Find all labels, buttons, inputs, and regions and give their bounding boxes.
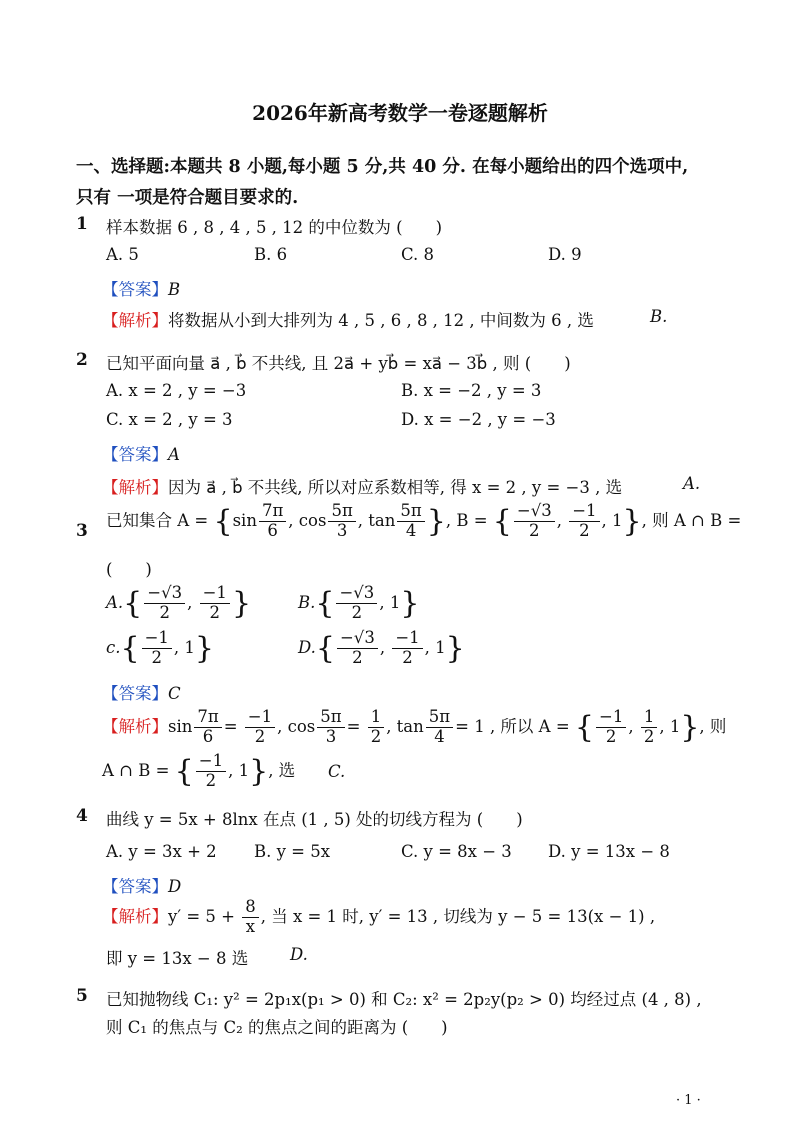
q4-answer-line <box>102 873 181 897</box>
q2-answer: A <box>168 445 180 464</box>
q3-analysis-choice: C. <box>328 762 346 781</box>
q2-option-a: A. x = 2 , y = −3 <box>106 381 247 400</box>
q3-analysis-line1: 【解析】sin $\frac{7\pi}{6}$ = $\frac{-1}{2}$ , cos $\frac{5\pi}{3}$ = $\frac{1}{2}$ , tan $\frac{5\pi}{4}$ = 1 , 所以 A = { $\frac{-1}{2}$ , $\frac{1}{2}$ , 1}, 则 <box>102 707 727 746</box>
q3-answer: C <box>168 684 181 703</box>
answer-label: 【答案】 <box>102 280 168 299</box>
q3-option-a: A.{ $\frac{-√3}{2}$ , $\frac{-1}{2}$ } <box>106 583 252 622</box>
q4-number: 4 <box>76 806 88 826</box>
q4-analysis-choice: D. <box>290 945 308 964</box>
q2-analysis: 因为 a⃗ , b⃗ 不共线, 所以对应系数相等, 得 x = 2 , y = −3 , 选 <box>168 478 623 497</box>
q1-option-c: C. 8 <box>401 245 435 264</box>
q4-answer: D <box>168 877 182 896</box>
q3-analysis-line2: A ∩ B = { $\frac{-1}{2}$ , 1}, 选 <box>102 751 296 790</box>
q1-option-d: D. 9 <box>548 245 582 264</box>
q3-number: 3 <box>76 521 88 541</box>
q2-option-c: C. x = 2 , y = 3 <box>106 410 233 429</box>
page-number: · 1 · <box>676 1093 701 1108</box>
q3-option-b: B.{ $\frac{-√3}{2}$ , 1} <box>298 583 420 622</box>
q1-answer: B <box>168 280 181 299</box>
q3-option-c: c.{ $\frac{-1}{2}$ , 1} <box>106 628 215 667</box>
section-header-line1: 一、选择题:本题共 8 小题,每小题 5 分,共 40 分. 在每小题给出的四个选项中, <box>76 157 689 177</box>
analysis-label: 【解析】 <box>102 478 168 497</box>
q3-paren: ( ) <box>106 560 152 579</box>
q1-number: 1 <box>76 214 88 234</box>
analysis-label: 【解析】 <box>102 906 168 926</box>
q2-option-d: D. x = −2 , y = −3 <box>401 410 556 429</box>
q1-stem: 样本数据 6 , 8 , 4 , 5 , 12 的中位数为 ( ) <box>106 218 443 237</box>
q3-answer-line <box>102 680 181 704</box>
q5-number: 5 <box>76 986 88 1006</box>
q3-stem: 已知集合 A = {sin $\frac{7\pi}{6}$ , cos $\frac{5\pi}{3}$ , tan $\frac{5\pi}{4}$ }, B = { $\frac{-√3}{2}$ , $\frac{-1}{2}$ , 1}, 则 A ∩ B = <box>106 501 742 540</box>
q2-analysis-line <box>102 474 622 498</box>
q2-number: 2 <box>76 350 88 370</box>
answer-label: 【答案】 <box>102 684 168 703</box>
section-header-line2: 只有 一项是符合题目要求的. <box>76 188 299 208</box>
q4-option-b: B. y = 5x <box>254 842 331 861</box>
q1-option-a: A. 5 <box>106 245 139 264</box>
q5-stem-line1: 已知抛物线 C₁: y² = 2p₁x(p₁ > 0) 和 C₂: x² = 2p₂y(p₂ > 0) 均经过点 (4 , 8) , <box>106 990 702 1009</box>
q1-answer-line <box>102 276 180 300</box>
q1-analysis: 将数据从小到大排列为 4 , 5 , 6 , 8 , 12 , 中间数为 6 , 选 <box>168 311 594 330</box>
q1-option-b: B. 6 <box>254 245 288 264</box>
page-title: 2026年新高考数学一卷逐题解析 <box>252 101 548 125</box>
q4-option-c: C. y = 8x − 3 <box>401 842 512 861</box>
q4-option-d: D. y = 13x − 8 <box>548 842 670 861</box>
q3-option-d: D.{ $\frac{-√3}{2}$ , $\frac{-1}{2}$ , 1} <box>298 628 465 667</box>
answer-label: 【答案】 <box>102 877 168 896</box>
answer-label: 【答案】 <box>102 445 168 464</box>
q1-analysis-line <box>102 307 594 331</box>
q4-option-a: A. y = 3x + 2 <box>106 842 217 861</box>
q2-analysis-choice: A. <box>683 474 701 493</box>
q2-option-b: B. x = −2 , y = 3 <box>401 381 542 400</box>
q1-analysis-choice: B. <box>650 307 668 326</box>
q2-answer-line <box>102 441 180 465</box>
q2-stem: 已知平面向量 a⃗ , b⃗ 不共线, 且 2a⃗ + yb⃗ = xa⃗ − 3b⃗ , 则 ( ) <box>106 354 571 373</box>
q4-analysis-line1: 【解析】y′ = 5 + $\frac{8}{x}$ , 当 x = 1 时, y′ = 13 , 切线为 y − 5 = 13(x − 1) , <box>102 897 656 936</box>
q5-stem-line2: 则 C₁ 的焦点与 C₂ 的焦点之间的距离为 ( ) <box>106 1018 448 1037</box>
q4-stem: 曲线 y = 5x + 8lnx 在点 (1 , 5) 处的切线方程为 ( ) <box>106 810 523 829</box>
analysis-label: 【解析】 <box>102 311 168 330</box>
q4-analysis-line2: 即 y = 13x − 8 选 <box>106 949 249 968</box>
analysis-label: 【解析】 <box>102 716 168 736</box>
